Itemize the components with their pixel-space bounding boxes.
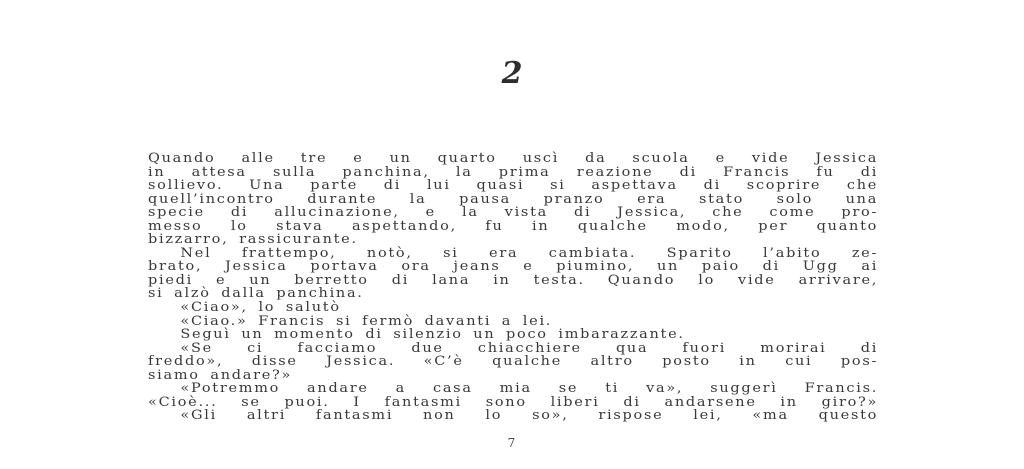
text-line: Nel frattempo, notò, si era cambiata. Sparito l’abito ze- [180, 245, 879, 261]
text-line: specie di allucinazione, e la vista di Jessica, che come pro- [148, 205, 879, 221]
text-line: siamo andare?» [148, 367, 293, 383]
chapter-number: 2 [501, 56, 523, 91]
text-line: «Cioè... se puoi. I fantasmi sono liberi di andarsene in giro?» [148, 394, 879, 410]
text-line: quell’incontro durante la pausa pranzo era stato solo una [148, 191, 879, 207]
text-line: sollievo. Una parte di lui quasi si aspettava di scoprire che [148, 178, 879, 194]
page-number: 7 [507, 436, 517, 450]
text-line: «Gli altri fantasmi non lo so», rispose lei, «ma questo [180, 408, 879, 424]
text-line: «Ciao», lo salutò [180, 300, 341, 316]
text-line: bizzarro, rassicurante. [148, 232, 358, 248]
text-line: brato, Jessica portava ora jeans e piumino, un paio di Ugg ai [148, 259, 879, 275]
text-line: piedi e un berretto di lana in testa. Quando lo vide arrivare, [148, 272, 879, 288]
text-line: «Se ci facciamo due chiacchiere qua fuori morirai di [180, 340, 879, 356]
text-line: in attesa sulla panchina, la prima reazione di Francis fu di [148, 164, 879, 180]
text-block [148, 152, 878, 423]
text-line: si alzò dalla panchina. [148, 286, 364, 302]
text-line: freddo», disse Jessica. «C’è qualche altro posto in cui pos- [148, 354, 879, 370]
text-line: Seguì un momento di silenzio un poco imbarazzante. [180, 327, 685, 343]
text-line: Quando alle tre e un quarto uscì da scuola e vide Jessica [148, 151, 879, 166]
text-line: «Potremmo andare a casa mia se ti va», suggerì Francis. [180, 381, 879, 397]
text-line: «Ciao.» Francis si fermò davanti a lei. [180, 313, 553, 329]
text-line: messo lo stava aspettando, fu in qualche modo, per quanto [148, 218, 879, 234]
